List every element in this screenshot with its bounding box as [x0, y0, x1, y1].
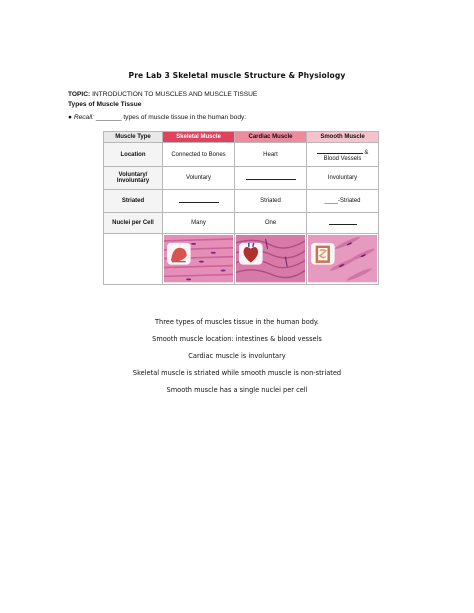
header-cardiac: Cardiac Muscle [235, 132, 307, 143]
blank-line [329, 219, 357, 225]
skeletal-micrograph [164, 235, 233, 282]
recall-blank: _______ [95, 114, 122, 121]
skeletal-tissue-image [163, 234, 235, 285]
cell-cardiac-location: Heart [235, 143, 307, 167]
blank-line [246, 174, 296, 180]
cell-skeletal-nuclei: Many [163, 213, 235, 234]
blank-line [317, 148, 363, 154]
section-heading: Types of Muscle Tissue [68, 101, 142, 108]
table-header-row [104, 132, 379, 143]
note-line: Cardiac muscle is involuntary [188, 352, 286, 360]
note-line: Three types of muscles tissue in the human body. [155, 318, 319, 326]
header-skeletal: Skeletal Muscle [163, 132, 235, 143]
cell-skeletal-voluntary: Voluntary [163, 167, 235, 190]
smooth-location-ampersand: & [364, 149, 369, 156]
cell-smooth-voluntary: Involuntary [307, 167, 379, 190]
table-row [104, 190, 379, 213]
muscle-types-table [103, 131, 379, 285]
bullet-icon: ● [68, 114, 72, 121]
image-row-label [104, 234, 163, 285]
note-line: Skeletal muscle is striated while smooth muscle is non-striated [132, 369, 342, 377]
table-row [104, 213, 379, 234]
note-line: Smooth muscle location: intestines & blood vessels [152, 335, 322, 343]
cell-skeletal-striated [163, 190, 235, 213]
row-label-location: Location [104, 143, 163, 167]
table-image-row [104, 234, 379, 285]
cell-cardiac-striated: Striated [235, 190, 307, 213]
note-line: Smooth muscle has a single nuclei per cell [166, 386, 308, 394]
cell-skeletal-location: Connected to Bones [163, 143, 235, 167]
cell-smooth-nuclei [307, 213, 379, 234]
cardiac-tissue-image [235, 234, 307, 285]
table-row [104, 167, 379, 190]
blank-line [179, 197, 219, 203]
row-label-striated: Striated [104, 190, 163, 213]
smooth-micrograph [308, 235, 377, 282]
cell-cardiac-voluntary [235, 167, 307, 190]
cell-smooth-striated: ____-Striated [307, 190, 379, 213]
smooth-tissue-image [307, 234, 379, 285]
recall-line [68, 114, 246, 121]
recall-text: types of muscle tissue in the human body: [123, 114, 247, 121]
document-title: Pre Lab 3 Skeletal muscle Structure & Physiology [128, 71, 346, 80]
cardiac-micrograph [236, 235, 305, 282]
cell-smooth-location [307, 143, 379, 167]
recall-label: Recall: [73, 114, 94, 121]
cell-cardiac-nuclei: One [235, 213, 307, 234]
smooth-location-second: Blood Vessels [323, 155, 362, 162]
header-muscle-type: Muscle Type [104, 132, 163, 143]
row-label-voluntary: Voluntary/ Involuntary [104, 167, 163, 190]
header-smooth: Smooth Muscle [307, 132, 379, 143]
topic-line [68, 91, 257, 98]
topic-text: INTRODUCTION TO MUSCLES AND MUSCLE TISSUE [92, 91, 258, 98]
row-label-nuclei: Nuclei per Cell [104, 213, 163, 234]
table-row [104, 143, 379, 167]
topic-label: TOPIC: [68, 91, 91, 98]
